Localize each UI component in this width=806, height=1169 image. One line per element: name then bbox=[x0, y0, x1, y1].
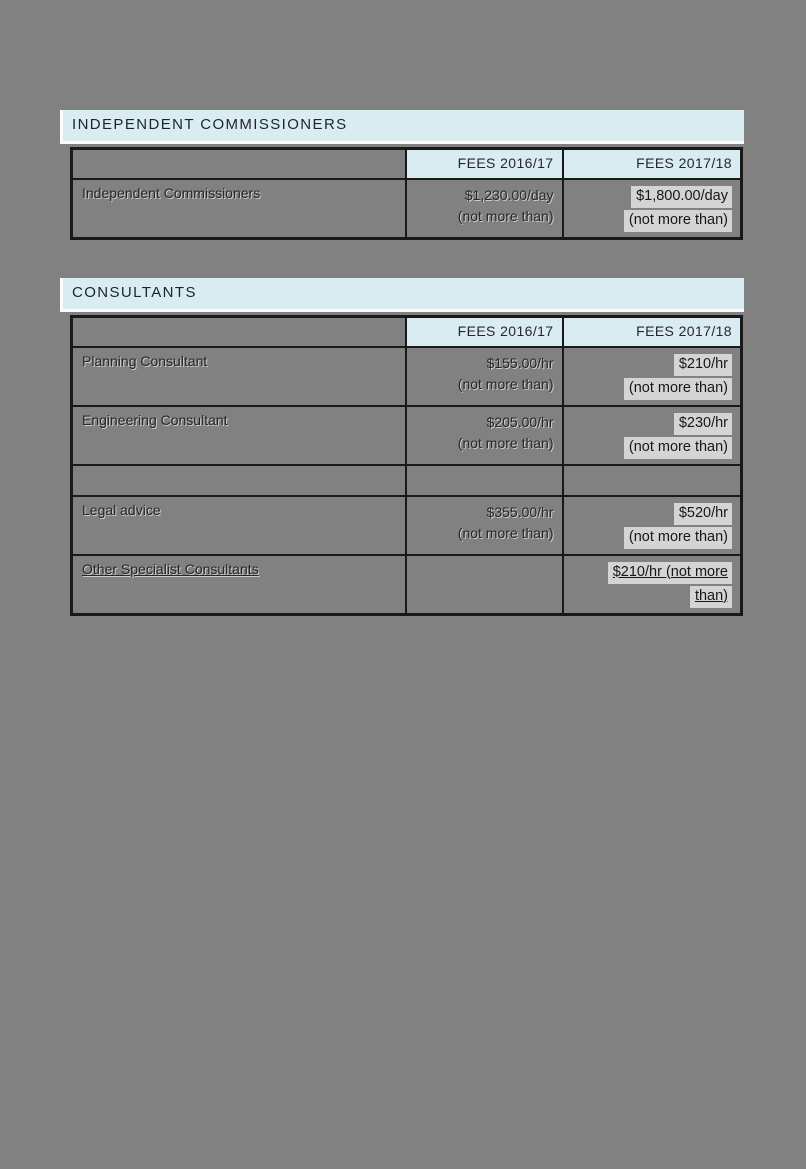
column-header-fees-2016-17: FEES 2016/17 bbox=[406, 317, 563, 347]
fee-2017-18-value: $230/hr (not more than) bbox=[563, 406, 742, 465]
column-header-fees-2017-18: FEES 2017/18 bbox=[563, 149, 742, 179]
row-label: Independent Commissioners bbox=[72, 179, 406, 239]
row-label bbox=[72, 465, 406, 496]
fee-2017-18-value: $210/hr (not more than) bbox=[563, 347, 742, 406]
fees-table-independent-commissioners bbox=[70, 147, 743, 240]
column-header-fees-2017-18: FEES 2017/18 bbox=[563, 317, 742, 347]
row-label: Legal advice bbox=[72, 496, 406, 555]
table-row-engineering-consultant bbox=[72, 406, 742, 465]
table-header-row bbox=[72, 149, 742, 179]
blank-header-cell bbox=[72, 317, 406, 347]
column-header-fees-2016-17: FEES 2016/17 bbox=[406, 149, 563, 179]
fee-2017-18-value: $520/hr (not more than) bbox=[563, 496, 742, 555]
section-consultants bbox=[60, 278, 744, 616]
fee-2016-17-value: $205.00/hr (not more than) bbox=[406, 406, 563, 465]
section-title: CONSULTANTS bbox=[72, 284, 197, 301]
fee-2017-18-value bbox=[563, 465, 742, 496]
table-row-legal-advice bbox=[72, 496, 742, 555]
row-label: Engineering Consultant bbox=[72, 406, 406, 465]
fee-2016-17-value: $155.00/hr (not more than) bbox=[406, 347, 563, 406]
fee-2017-18-value: $1,800.00/day (not more than) bbox=[563, 179, 742, 239]
fees-table-consultants bbox=[70, 315, 743, 616]
fee-2016-17-value: $1,230.00/day (not more than) bbox=[406, 179, 563, 239]
fee-2016-17-value bbox=[406, 465, 563, 496]
row-label: Planning Consultant bbox=[72, 347, 406, 406]
fee-2016-17-value: $355.00/hr (not more than) bbox=[406, 496, 563, 555]
fee-2016-17-value bbox=[406, 555, 563, 615]
section-title: INDEPENDENT COMMISSIONERS bbox=[72, 116, 348, 133]
section-independent-commissioners bbox=[60, 110, 744, 240]
table-row-empty bbox=[72, 465, 742, 496]
row-label: Other Specialist Consultants bbox=[72, 555, 406, 615]
section-title-bar bbox=[60, 110, 744, 144]
section-title-bar bbox=[60, 278, 744, 312]
blank-header-cell bbox=[72, 149, 406, 179]
table-row bbox=[72, 179, 742, 239]
table-row-planning-consultant bbox=[72, 347, 742, 406]
table-header-row bbox=[72, 317, 742, 347]
table-row-other-specialist-consultants bbox=[72, 555, 742, 615]
fee-2017-18-value: $210/hr (not more than) bbox=[563, 555, 742, 615]
